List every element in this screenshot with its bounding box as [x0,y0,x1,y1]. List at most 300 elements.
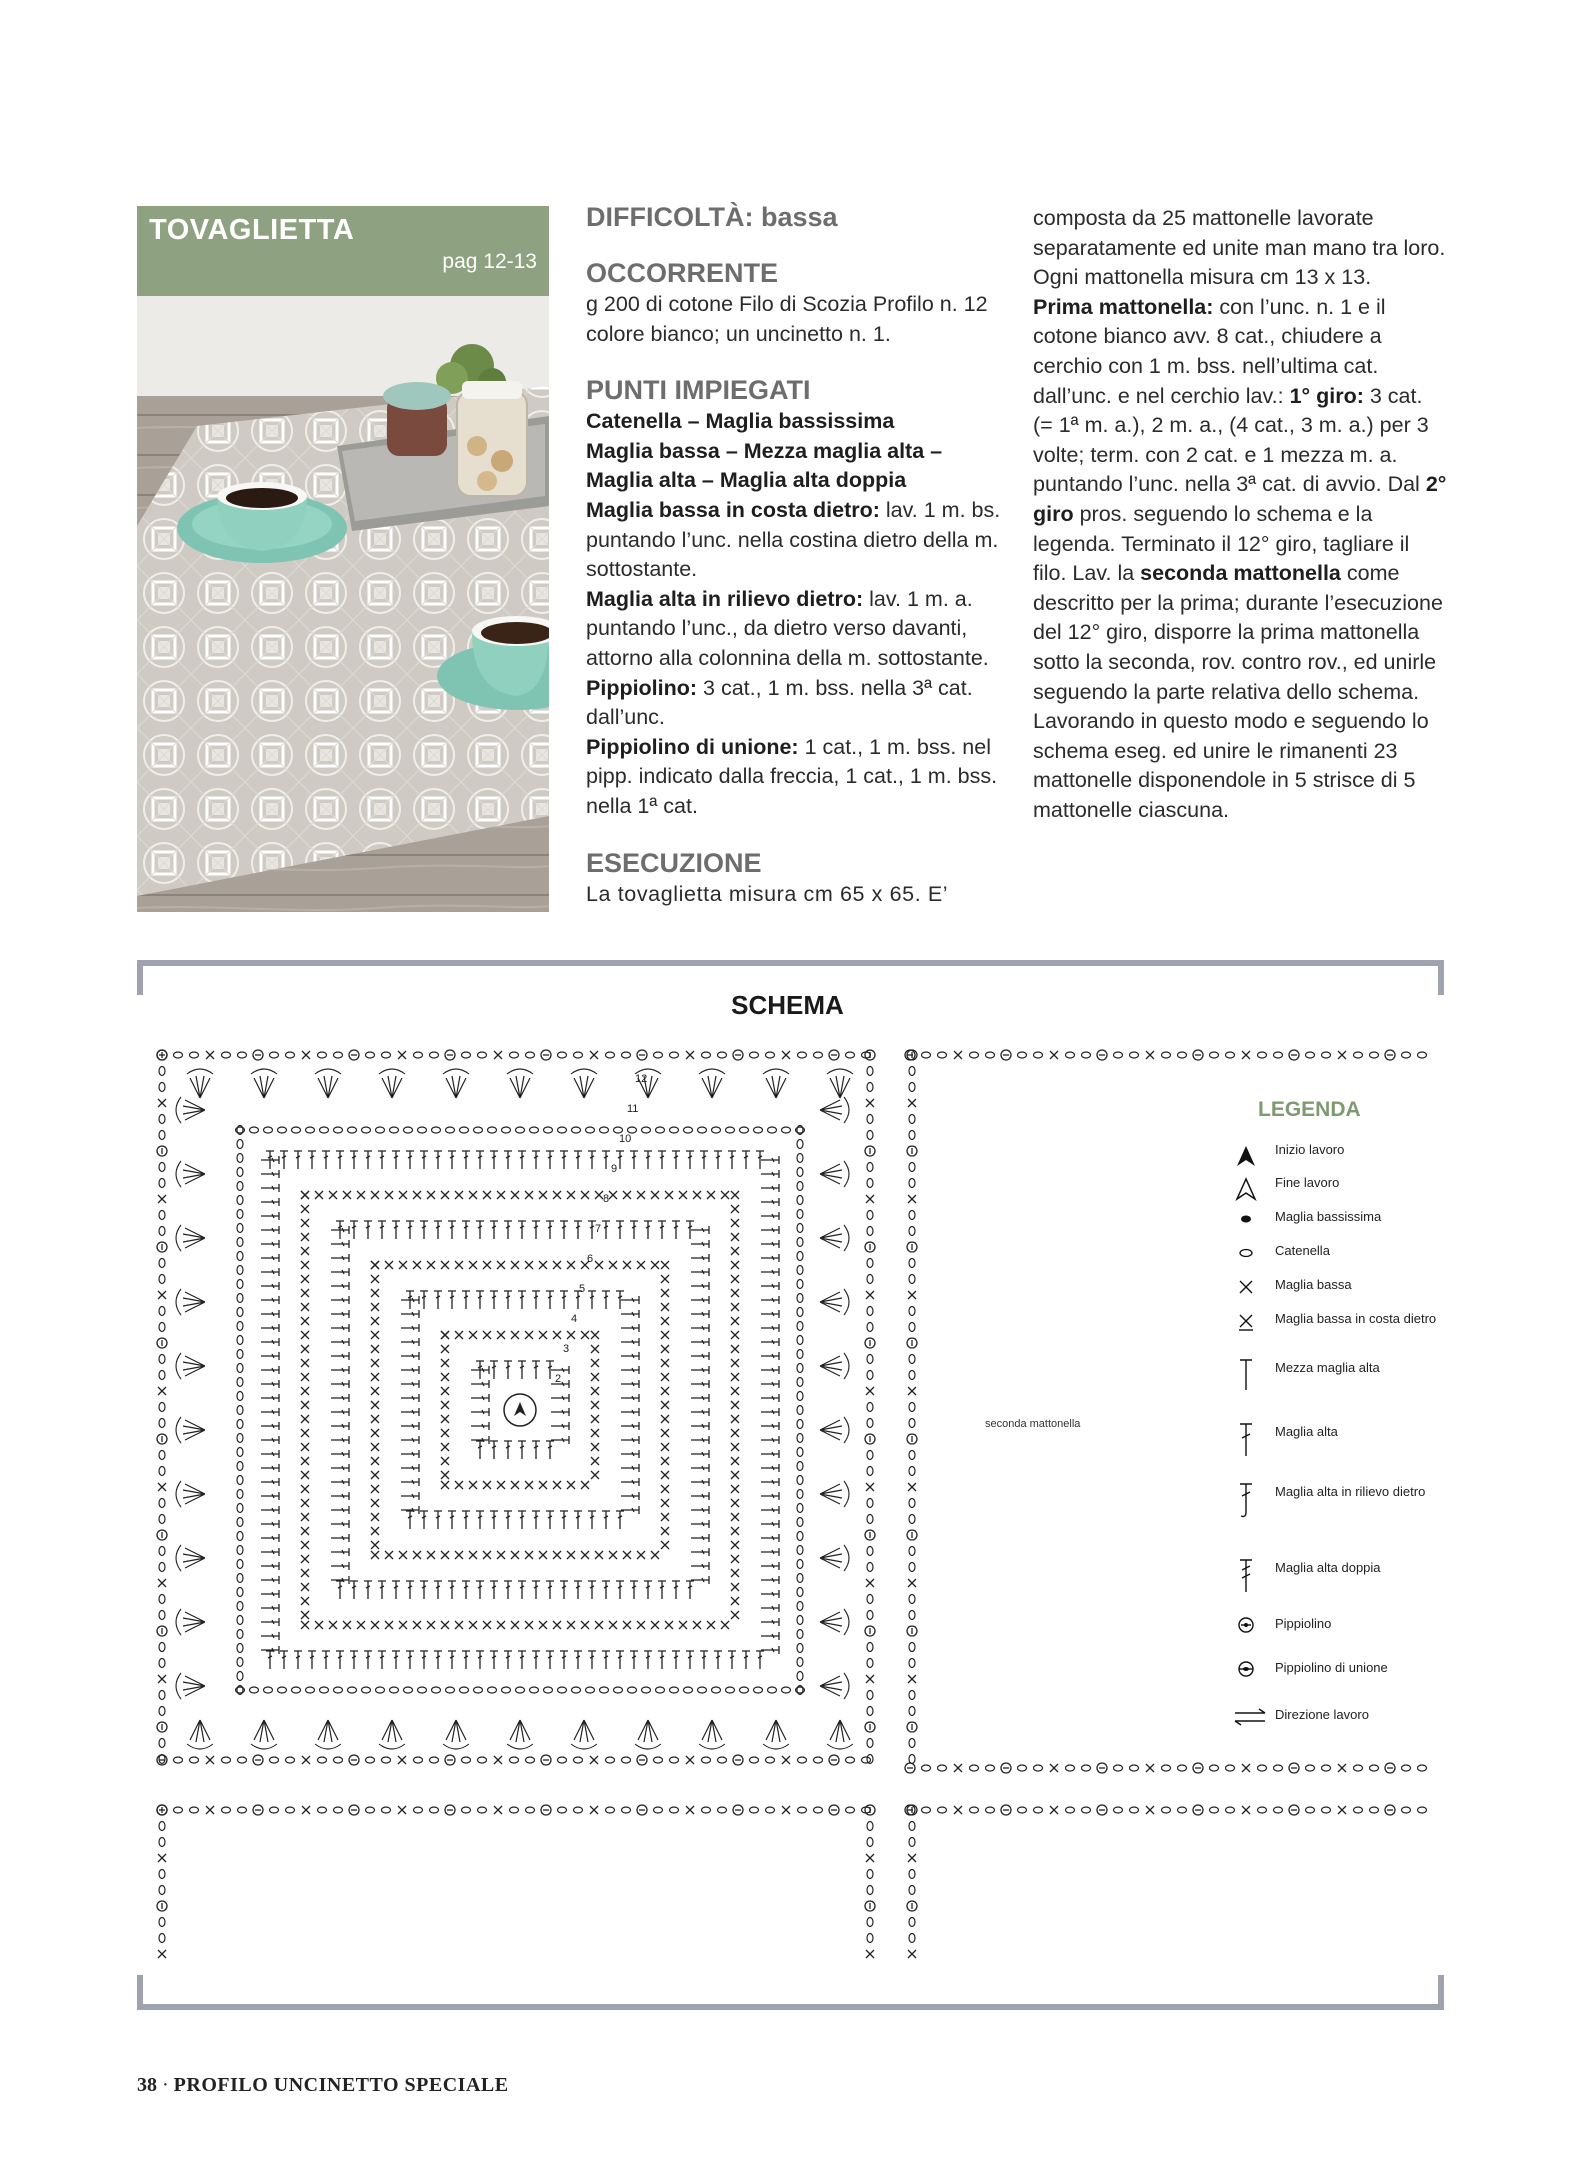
stitch-back-post-label: Maglia alta in rilievo dietro: [586,586,864,611]
chart-stitch [490,1291,498,1309]
chart-chain-col [909,1323,915,1332]
chart-stitch [301,1303,309,1311]
back-loop-sc-icon [1233,1309,1259,1345]
chart-stitch [392,1221,400,1239]
chart-stitch [441,1387,449,1395]
chart-stitch [591,1387,599,1395]
chart-stitch [348,1127,357,1133]
chart-stitch [761,1436,779,1444]
chart-stitch [306,1127,315,1133]
chart-chain-row [1082,1807,1091,1813]
legend-label: Mezza maglia alta [1275,1360,1380,1375]
chart-stitch [301,1583,309,1591]
chart-stitch [301,1499,309,1507]
chart-stitch [331,1254,349,1262]
chart-chain-row [1034,1765,1043,1771]
chart-chain-row [349,1050,359,1060]
slip-stitch-icon [1233,1207,1259,1243]
chart-chain-col [865,1050,875,1060]
chart-chain-col [159,1886,165,1895]
chart-stitch [471,1380,489,1388]
chart-stitch [761,1380,779,1388]
chart-stitch [518,1651,526,1669]
chart-stitch [261,1618,279,1626]
chart-fan [820,1225,849,1251]
chart-stitch [434,1581,442,1599]
chart-chain-col [867,1499,873,1508]
chart-stitch [546,1441,554,1459]
chart-stitch [237,1350,243,1359]
chart-stitch [691,1324,709,1332]
chart-stitch [797,1672,803,1681]
chart-chain-row [1066,1765,1075,1771]
chart-stitch [331,1422,349,1430]
chart-stitch [441,1457,449,1465]
chart-stitch [797,1364,803,1373]
chart-stitch [761,1618,779,1626]
chart-stitch [797,1476,803,1485]
chart-chain-col [158,1950,166,1958]
chart-stitch [691,1534,709,1542]
chart-stitch [693,1621,701,1629]
chart-stitch [731,1555,739,1563]
chart-chain-row [1322,1807,1331,1813]
chart-chain-row [286,1807,295,1813]
chart-stitch [661,1429,669,1437]
chart-stitch [581,1621,589,1629]
chart-stitch [371,1331,379,1339]
chart-stitch [532,1151,540,1169]
chart-stitch [691,1366,709,1374]
chart-chain-row [206,1051,214,1059]
chart-chain-col [867,1307,873,1316]
chart-stitch [371,1303,379,1311]
chart-stitch [471,1394,489,1402]
chart-stitch [797,1616,803,1625]
chart-chain-row [1001,1805,1011,1815]
chart-stitch [651,1191,659,1199]
chart-fan [187,1069,213,1098]
chart-stitch [595,1191,603,1199]
page-reference: pag 12-13 [442,250,537,273]
schema-title: SCHEMA [731,990,844,1020]
chart-chain-row [253,1755,263,1765]
chart-stitch [476,1581,484,1599]
chart-stitch [427,1551,435,1559]
chart-chain-col [867,1275,873,1284]
chart-fan [176,1417,205,1443]
chart-stitch [797,1252,803,1261]
chart-stitch [420,1221,428,1239]
chart-chain-row [174,1807,183,1813]
chart-fan [820,1417,849,1443]
chart-stitch [331,1562,349,1570]
chart-chain-col [159,1515,165,1524]
chart-stitch [301,1233,309,1241]
chart-chain-row [986,1807,995,1813]
chart-stitch [308,1151,316,1169]
chart-fan [176,1353,205,1379]
chart-stitch [691,1464,709,1472]
chart-stitch [301,1373,309,1381]
chart-stitch [511,1481,519,1489]
chart-stitch [591,1345,599,1353]
chart-stitch [731,1233,739,1241]
chart-chain-row [238,1807,247,1813]
chart-stitch [742,1651,750,1669]
chart-stitch [455,1261,463,1269]
chart-chain-row [590,1756,598,1764]
chart-chain-row [733,1050,743,1060]
chart-stitch [530,1687,539,1693]
chart-chain-col [909,1499,915,1508]
chart-stitch [731,1485,739,1493]
chart-chain-col [159,1838,165,1847]
chart-stitch [261,1338,279,1346]
publication-name: PROFILO UNCINETTO SPECIALE [173,2074,509,2096]
chart-stitch [294,1651,302,1669]
chart-stitch [525,1331,533,1339]
chart-stitch [567,1481,575,1489]
chart-stitch [371,1541,379,1549]
chart-fan [315,1069,341,1098]
chart-stitch [331,1352,349,1360]
chart-stitch [621,1506,639,1514]
chart-stitch [490,1221,498,1239]
chart-chain-col [867,1211,873,1220]
chart-stitch [504,1511,512,1529]
chart-stitch [661,1527,669,1535]
chart-stitch [462,1651,470,1669]
chart-stitch [488,1687,497,1693]
chart-chain-row [445,1755,455,1765]
chart-stitch [560,1221,568,1239]
chart-chain-row [398,1756,406,1764]
chart-stitch [691,1338,709,1346]
chart-stitch [371,1457,379,1465]
chart-stitch [761,1646,779,1654]
chart-chain-row [606,1757,615,1763]
chart-stitch [483,1481,491,1489]
chart-stitch [698,1687,707,1693]
chart-fan [176,1289,205,1315]
chart-chain-col [157,1146,167,1156]
chart-stitch [322,1651,330,1669]
chart-stitch [658,1581,666,1599]
chart-stitch [621,1380,639,1388]
chart-stitch [530,1127,539,1133]
chart-stitch [261,1366,279,1374]
chart-stitch [237,1294,243,1303]
chart-stitch [797,1420,803,1429]
chart-chain-row [782,1051,790,1059]
chart-stitch [362,1687,371,1693]
chart-chain-col [159,1739,165,1748]
chart-chain-row [558,1052,567,1058]
chart-chain-col [908,1099,916,1107]
back-post-dc-icon [1233,1482,1259,1518]
chart-chain-row [702,1807,711,1813]
second-tile-label: seconda mattonella [1140,561,1341,586]
chart-stitch [731,1443,739,1451]
chart-chain-col [867,1595,873,1604]
chart-stitch [490,1581,498,1599]
chart-stitch [731,1569,739,1577]
chart-chain-row [398,1806,406,1814]
chart-stitch [315,1191,323,1199]
chart-stitch [329,1191,337,1199]
chart-stitch [691,1450,709,1458]
chart-chain-row [938,1765,947,1771]
chain-icon [1233,1241,1259,1277]
chart-stitch [306,1687,315,1693]
chart-stitch [761,1576,779,1584]
chart-stitch [441,1551,449,1559]
chart-stitch [331,1282,349,1290]
chart-chain-col [865,1530,875,1540]
chart-stitch [261,1212,279,1220]
chart-stitch [427,1191,435,1199]
chart-stitch [621,1492,639,1500]
chart-stitch [551,1394,569,1402]
chart-chain-row [1289,1763,1299,1773]
chart-stitch [712,1127,721,1133]
chart-stitch [237,1280,243,1289]
chart-stitch [656,1127,665,1133]
chart-chain-row [206,1806,214,1814]
chart-stitch [301,1443,309,1451]
chart-chain-col [909,1707,915,1716]
chart-chain-row [670,1052,679,1058]
legend-label: Pippiolino [1275,1616,1332,1631]
second-tile-label: seconda mattonella [985,1418,1081,1430]
chart-chain-row [1210,1807,1219,1813]
chart-stitch [567,1261,575,1269]
chart-stitch [761,1492,779,1500]
chart-chain-row [302,1756,310,1764]
chart-stitch [630,1581,638,1599]
chart-chain-col [908,1854,916,1862]
chart-stitch [797,1196,803,1205]
chart-stitch [532,1581,540,1599]
chart-chain-col [159,1659,165,1668]
chart-chain-row [1322,1052,1331,1058]
chart-stitch [446,1687,455,1693]
chart-stitch [331,1296,349,1304]
chart-stitch [661,1471,669,1479]
chart-stitch [731,1303,739,1311]
chart-stitch [476,1151,484,1169]
chart-chain-col [867,1822,873,1831]
chart-chain-col [909,1131,915,1140]
chart-stitch [434,1651,442,1669]
chart-stitch [539,1621,547,1629]
chart-stitch [476,1651,484,1669]
chart-stitch [546,1581,554,1599]
chart-chain-row [334,1807,343,1813]
chart-stitch [362,1127,371,1133]
chart-stitch [237,1658,243,1667]
chart-chain-row [1370,1807,1379,1813]
chart-stitch [661,1359,669,1367]
chart-fan [176,1545,205,1571]
chart-stitch [532,1651,540,1669]
chart-fan [443,1069,469,1098]
chart-stitch [371,1527,379,1535]
chart-chain-row [733,1805,743,1815]
chart-stitch [371,1401,379,1409]
chart-chain-col [866,1483,874,1491]
chart-fan [763,1720,789,1749]
chart-stitch [581,1331,589,1339]
chart-chain-row [1082,1765,1091,1771]
chart-chain-row [637,1050,647,1060]
chart-stitch [621,1436,639,1444]
chart-chain-col [867,1371,873,1380]
chart-stitch [441,1359,449,1367]
chart-chain-row [302,1051,310,1059]
chart-stitch [797,1574,803,1583]
chart-stitch [432,1127,441,1133]
chart-chain-col [865,1434,875,1444]
title-band [137,206,549,296]
chart-stitch [455,1331,463,1339]
chart-stitch [525,1621,533,1629]
chart-stitch [308,1651,316,1669]
chart-stitch [371,1373,379,1381]
chart-chain-col [159,1870,165,1879]
chart-chain-row [750,1757,759,1763]
chart-stitch [518,1151,526,1169]
chart-chain-row [1418,1052,1427,1058]
chart-chain-row [814,1757,823,1763]
chart-chain-row [541,1805,551,1815]
chart-stitch [665,1191,673,1199]
chart-stitch [237,1266,243,1275]
chart-stitch [731,1359,739,1367]
chart-stitch [378,1651,386,1669]
chart-stitch [237,1560,243,1569]
chart-chain-col [909,1886,915,1895]
chart-stitch [385,1191,393,1199]
esecuzione-heading: ESECUZIONE [586,847,762,878]
legend-label: Inizio lavoro [1275,1142,1345,1157]
chart-stitch [761,1352,779,1360]
chart-stitch [261,1268,279,1276]
chart-chain-row [1018,1765,1027,1771]
chart-stitch [546,1291,554,1309]
chart-chain-row [1289,1050,1299,1060]
chart-chain-row [1018,1052,1027,1058]
chart-stitch [602,1581,610,1599]
chart-chain-row [270,1052,279,1058]
chart-chain-row [938,1807,947,1813]
chart-chain-row [238,1052,247,1058]
chart-stitch [237,1518,243,1527]
chart-stitch [280,1651,288,1669]
chart-chain-row [462,1052,471,1058]
chart-stitch [591,1373,599,1381]
chart-stitch [301,1527,309,1535]
chart-stitch [331,1380,349,1388]
chart-chain-row [1034,1052,1043,1058]
chart-stitch [761,1240,779,1248]
chart-stitch [280,1151,288,1169]
chart-stitch [797,1294,803,1303]
chart-stitch [371,1443,379,1451]
chart-stitch [518,1361,526,1379]
chart-stitch [401,1478,419,1486]
chart-chain-col [159,1467,165,1476]
chart-stitch [761,1632,779,1640]
chart-chain-col [908,1387,916,1395]
chart-chain-row [1066,1052,1075,1058]
chart-stitch [630,1651,638,1669]
chart-stitch [261,1632,279,1640]
chart-stitch [371,1499,379,1507]
stitch-back-loop-text: lav. 1 m. bs. puntando l’unc. nella costina dietro della m. sottostante. [586,497,1001,582]
chart-stitch [504,1291,512,1309]
chart-stitch [448,1651,456,1669]
page-footer [137,2074,509,2097]
chart-stitch [797,1322,803,1331]
chart-stitch [441,1401,449,1409]
chart-stitch [731,1275,739,1283]
chart-chain-col [867,1419,873,1428]
chart-stitch [371,1289,379,1297]
chart-chain-row [1001,1763,1011,1773]
chart-chain-row [206,1756,214,1764]
chart-stitch [560,1291,568,1309]
chart-chain-col [157,1338,167,1348]
chart-stitch [761,1394,779,1402]
chart-stitch [684,1687,693,1693]
chart-chain-row [222,1052,231,1058]
chart-stitch [357,1191,365,1199]
round-number: 11 [627,1103,639,1115]
chart-chain-col [865,1805,875,1815]
chart-stitch [797,1658,803,1667]
chart-fan [820,1673,849,1699]
chart-chain-col [159,1355,165,1364]
chart-stitch [740,1127,749,1133]
chart-stitch [684,1127,693,1133]
chart-stitch [644,1651,652,1669]
chart-stitch [558,1127,567,1133]
chart-chain-row [1289,1805,1299,1815]
chart-stitch [797,1392,803,1401]
chart-chain-row [922,1052,931,1058]
chart-fan [379,1069,405,1098]
chart-stitch [401,1324,419,1332]
chart-fan [763,1069,789,1098]
chart-stitch [553,1551,561,1559]
chart-stitch [301,1191,309,1199]
chart-chain-row [1001,1050,1011,1060]
chart-stitch [591,1415,599,1423]
chart-chain-row [782,1806,790,1814]
chart-stitch [261,1282,279,1290]
chart-stitch [761,1478,779,1486]
chart-stitch [427,1261,435,1269]
chart-stitch [546,1511,554,1529]
chart-fan [176,1097,205,1123]
chart-chain-row [1162,1807,1171,1813]
chart-stitch [567,1331,575,1339]
chart-chain-col [867,1067,873,1076]
chart-stitch [401,1310,419,1318]
chart-chain-col [908,1291,916,1299]
